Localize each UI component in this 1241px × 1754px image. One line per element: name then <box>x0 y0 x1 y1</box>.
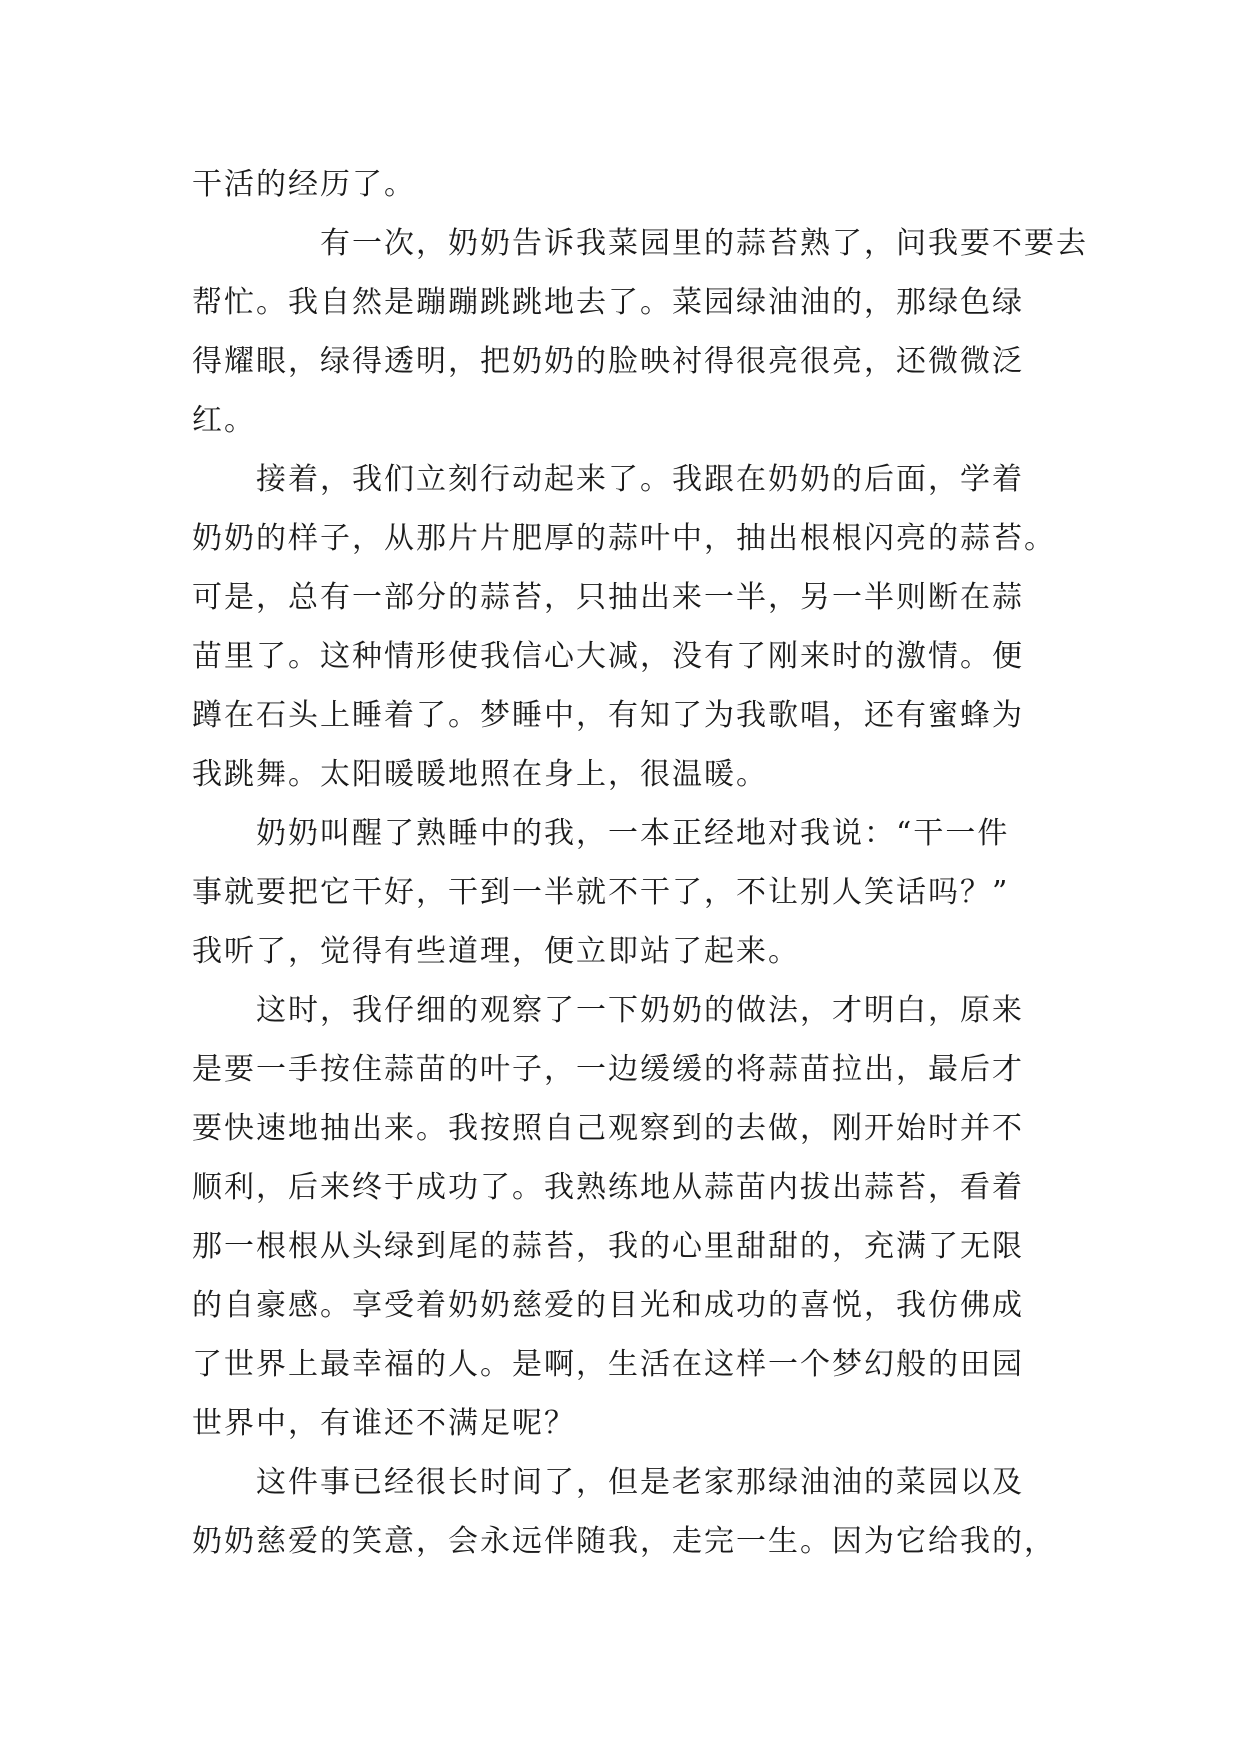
text-line: 有一次，奶奶告诉我菜园里的蒜苔熟了，问我要不要去 <box>320 226 1088 261</box>
text-line: 苗里了。这种情形使我信心大减，没有了刚来时的激情。便 <box>192 639 1024 674</box>
paragraph-2 <box>192 214 1088 450</box>
text-line: 可是，总有一部分的蒜苔，只抽出来一半，另一半则断在蒜 <box>192 580 1024 615</box>
text-line: 红。 <box>192 403 256 438</box>
text-line: 蹲在石头上睡着了。梦睡中，有知了为我歌唱，还有蜜蜂为 <box>192 698 1024 733</box>
text-line: 这时，我仔细的观察了一下奶奶的做法，才明白，原来 <box>256 993 1024 1028</box>
paragraph-4 <box>192 804 1062 981</box>
text-line: 世界中，有谁还不满足呢？ <box>192 1406 576 1441</box>
text-line: 是要一手按住蒜苗的叶子，一边缓缓的将蒜苗拉出，最后才 <box>192 1052 1024 1087</box>
essay-body <box>192 155 1088 1571</box>
text-line: 的自豪感。享受着奶奶慈爱的目光和成功的喜悦，我仿佛成 <box>192 1288 1024 1323</box>
text-line: 得耀眼，绿得透明，把奶奶的脸映衬得很亮很亮，还微微泛 <box>192 344 1024 379</box>
text-line: 奶奶叫醒了熟睡中的我，一本正经地对我说：“干一件 <box>256 816 1010 851</box>
text-line: 干活的经历了。 <box>192 167 416 202</box>
text-line: 这件事已经很长时间了，但是老家那绿油油的菜园以及 <box>256 1465 1024 1500</box>
text-line: 了世界上最幸福的人。是啊，生活在这样一个梦幻般的田园 <box>192 1347 1024 1382</box>
paragraph-1 <box>192 155 1062 214</box>
text-line: 接着，我们立刻行动起来了。我跟在奶奶的后面，学着 <box>256 462 1024 497</box>
text-line: 我听了，觉得有些道理，便立即站了起来。 <box>192 934 800 969</box>
text-line: 奶奶慈爱的笑意，会永远伴随我，走完一生。因为它给我的， <box>192 1524 1056 1559</box>
paragraph-5 <box>192 981 1062 1453</box>
text-line: 那一根根从头绿到尾的蒜苔，我的心里甜甜的，充满了无限 <box>192 1229 1024 1264</box>
text-line: 要快速地抽出来。我按照自己观察到的去做，刚开始时并不 <box>192 1111 1024 1146</box>
text-line: 我跳舞。太阳暖暖地照在身上，很温暖。 <box>192 757 768 792</box>
paragraph-6 <box>192 1453 1062 1571</box>
paragraph-3 <box>192 450 1062 804</box>
text-line: 顺利，后来终于成功了。我熟练地从蒜苗内拔出蒜苔，看着 <box>192 1170 1024 1205</box>
text-line: 奶奶的样子，从那片片肥厚的蒜叶中，抽出根根闪亮的蒜苔。 <box>192 521 1056 556</box>
text-line: 事就要把它干好，干到一半就不干了，不让别人笑话吗？” <box>192 875 1010 910</box>
text-line: 帮忙。我自然是蹦蹦跳跳地去了。菜园绿油油的，那绿色绿 <box>192 285 1024 320</box>
